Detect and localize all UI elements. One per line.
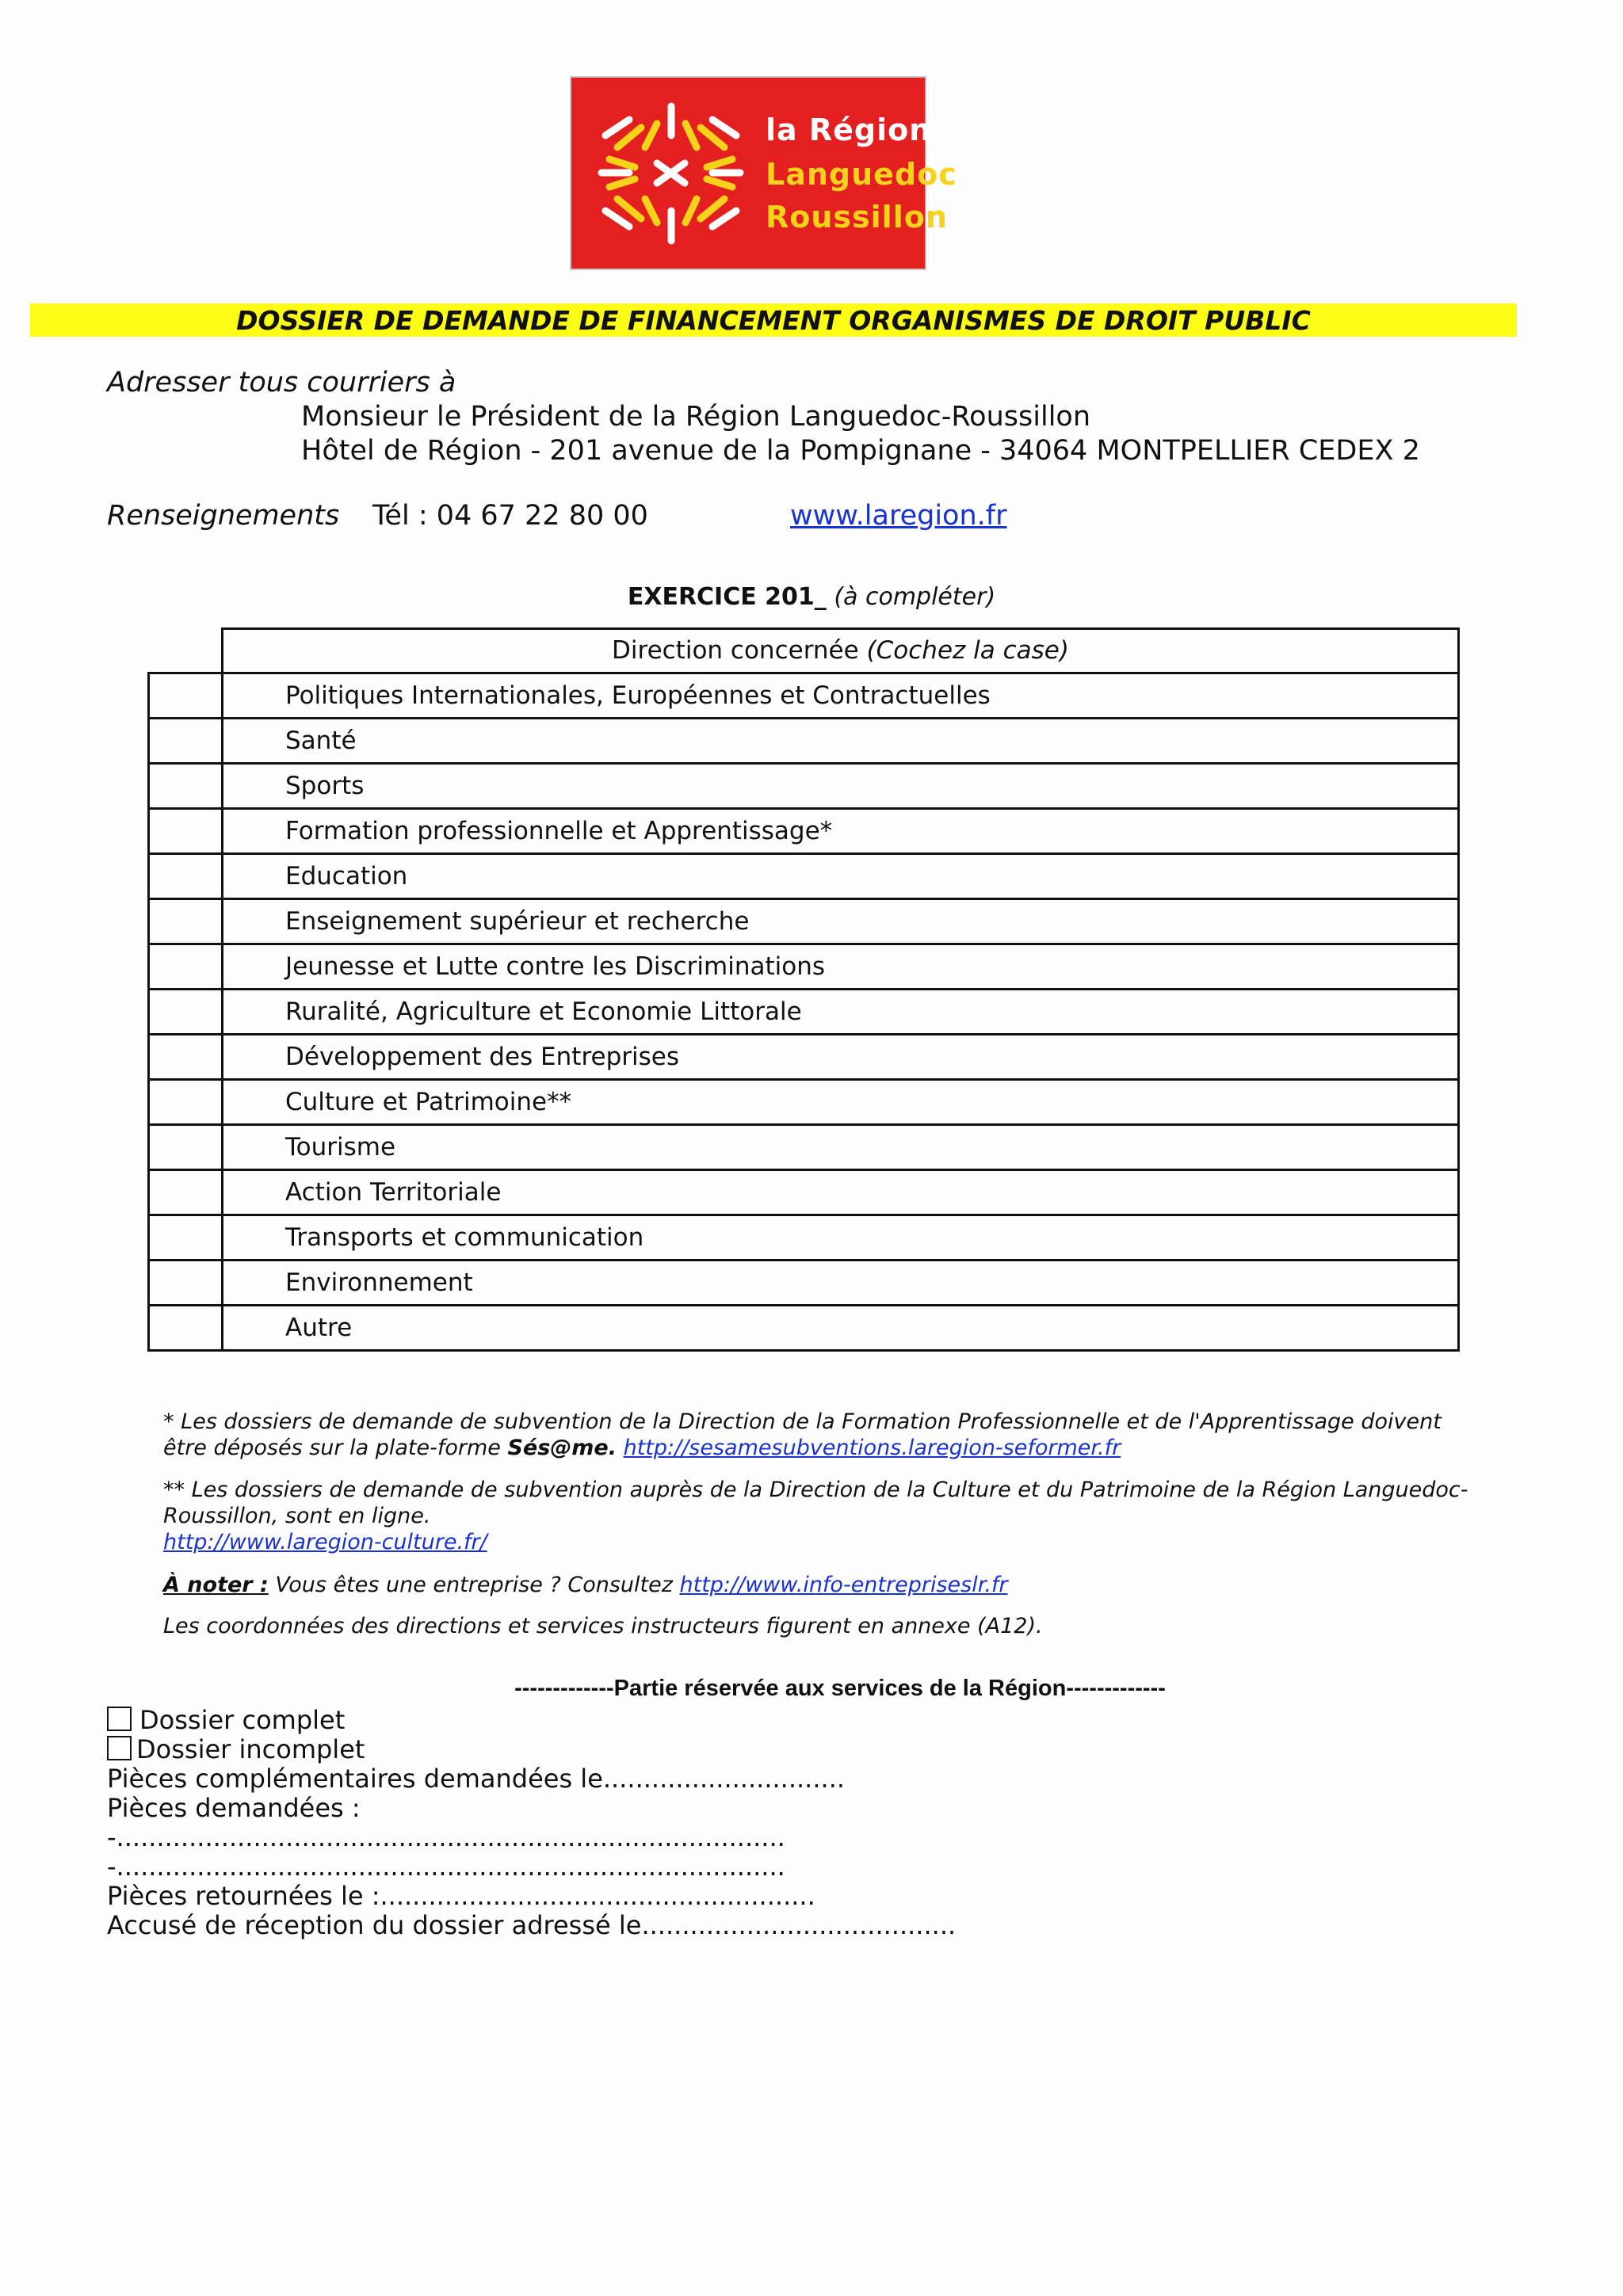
page-title: DOSSIER DE DEMANDE DE FINANCEMENT ORGANISMES DE DROIT PUBLIC <box>236 305 1311 336</box>
dossier-incomplet-checkbox[interactable] <box>107 1736 132 1760</box>
direction-checkbox-cell[interactable] <box>149 1169 223 1215</box>
table-header-hint: (Cochez la case) <box>866 636 1069 666</box>
phone-number: Tél : 04 67 22 80 00 <box>372 500 648 532</box>
direction-row <box>149 673 1459 718</box>
direction-checkbox-cell[interactable] <box>149 1305 223 1350</box>
note-culture-line1: ** Les dossiers de demande de subvention auprès de la Direction de la Culture et du Patrimoine de la Région Languedoc- <box>163 1478 1468 1502</box>
direction-label: Education <box>223 853 1459 898</box>
pieces-dash-line-2: -................................................................................... <box>107 1852 785 1882</box>
direction-label: Ruralité, Agriculture et Economie Littorale <box>223 989 1459 1034</box>
dossier-complet-label: Dossier complet <box>139 1705 346 1735</box>
direction-label: Formation professionnelle et Apprentissage* <box>223 808 1459 853</box>
header-blank-cell <box>149 629 223 673</box>
direction-row <box>149 1169 1459 1215</box>
exercice-label: EXERCICE 201_ <box>627 583 827 611</box>
direction-row <box>149 989 1459 1034</box>
pieces-dash-line-1: -................................................................................... <box>107 1822 785 1852</box>
note-annexe: Les coordonnées des directions et services instructeurs figurent en annexe (A12). <box>163 1614 1043 1638</box>
note-culture-line2: Roussillon, sont en ligne. <box>163 1504 431 1528</box>
direction-label: Enseignement supérieur et recherche <box>223 898 1459 944</box>
note-formation-line1: * Les dossiers de demande de subvention de la Direction de la Formation Professionnelle et de l'Apprentissage doivent <box>163 1409 1442 1434</box>
sun-cross-emblem-icon <box>586 92 756 254</box>
sesame-link[interactable]: http://sesamesubventions.laregion-seformer.fr <box>623 1436 1121 1460</box>
direction-checkbox-cell[interactable] <box>149 673 223 718</box>
exercice-hint: (à compléter) <box>834 583 996 611</box>
table-header-label: Direction concernée <box>612 636 859 666</box>
logo-text-roussillon: Roussillon <box>766 200 948 235</box>
address-street: Hôtel de Région - 201 avenue de la Pompignane - 34064 MONTPELLIER CEDEX 2 <box>301 435 1420 467</box>
entreprise-link[interactable]: http://www.info-entrepriseslr.fr <box>679 1573 1008 1597</box>
direction-checkbox-cell[interactable] <box>149 1034 223 1079</box>
direction-row <box>149 718 1459 763</box>
direction-row <box>149 1124 1459 1169</box>
note-formation-text: être déposés sur la plate-forme <box>163 1436 508 1460</box>
note-entreprise-text: Vous êtes une entreprise ? Consultez <box>268 1573 680 1597</box>
sesame-platform-name: Sés@me. <box>507 1436 617 1460</box>
direction-label: Développement des Entreprises <box>223 1034 1459 1079</box>
note-entreprise <box>163 1572 1510 1598</box>
address-label: Adresser tous courriers à <box>107 367 456 399</box>
direction-checkbox-cell[interactable] <box>149 1079 223 1124</box>
culture-link[interactable]: http://www.laregion-culture.fr/ <box>163 1530 487 1554</box>
table-header-row <box>149 629 1459 673</box>
region-logo <box>570 76 957 270</box>
note-formation-line2 <box>163 1435 1510 1461</box>
direction-row <box>149 1260 1459 1305</box>
note-label: À noter : <box>163 1573 269 1597</box>
direction-checkbox-cell[interactable] <box>149 763 223 808</box>
table-header <box>223 629 1459 673</box>
direction-row <box>149 1079 1459 1124</box>
direction-row <box>149 853 1459 898</box>
direction-checkbox-cell[interactable] <box>149 808 223 853</box>
direction-row <box>149 808 1459 853</box>
logo-text-languedoc: Languedoc <box>766 157 957 192</box>
direction-label: Environnement <box>223 1260 1459 1305</box>
pieces-complementaires-line: Pièces complémentaires demandées le.............................. <box>107 1764 846 1794</box>
dossier-complet-option[interactable] <box>107 1705 345 1735</box>
exercice-line <box>0 583 1623 611</box>
pieces-demandees-line: Pièces demandées : <box>107 1793 361 1823</box>
reserved-section-title: -------------Partie réservée aux services de la Région------------- <box>514 1676 1166 1701</box>
direction-checkbox-cell[interactable] <box>149 989 223 1034</box>
direction-checkbox-cell[interactable] <box>149 853 223 898</box>
direction-label: Transports et communication <box>223 1215 1459 1260</box>
note-culture <box>163 1477 1526 1555</box>
direction-label: Sports <box>223 763 1459 808</box>
logo-text-la-region: la Région <box>766 113 932 147</box>
direction-checkbox-cell[interactable] <box>149 718 223 763</box>
direction-checkbox-cell[interactable] <box>149 944 223 989</box>
direction-row <box>149 898 1459 944</box>
dossier-complet-checkbox[interactable] <box>107 1707 132 1731</box>
direction-row <box>149 1215 1459 1260</box>
pieces-retournees-line: Pièces retournées le :...................................................... <box>107 1881 815 1911</box>
direction-checkbox-cell[interactable] <box>149 1124 223 1169</box>
info-label: Renseignements <box>107 500 340 532</box>
direction-label: Politiques Internationales, Européennes et Contractuelles <box>223 673 1459 718</box>
direction-label: Santé <box>223 718 1459 763</box>
title-banner <box>30 303 1517 337</box>
direction-checkbox-cell[interactable] <box>149 898 223 944</box>
direction-row <box>149 1034 1459 1079</box>
direction-checkbox-cell[interactable] <box>149 1215 223 1260</box>
direction-label: Tourisme <box>223 1124 1459 1169</box>
note-formation <box>163 1409 1510 1461</box>
dossier-incomplet-label: Dossier incomplet <box>136 1734 365 1764</box>
accuse-reception-line: Accusé de réception du dossier adressé le....................................... <box>107 1910 957 1940</box>
direction-checkbox-cell[interactable] <box>149 1260 223 1305</box>
direction-label: Jeunesse et Lutte contre les Discriminations <box>223 944 1459 989</box>
website-link[interactable]: www.laregion.fr <box>790 500 1007 532</box>
direction-row <box>149 944 1459 989</box>
direction-row <box>149 1305 1459 1350</box>
direction-label: Action Territoriale <box>223 1169 1459 1215</box>
address-recipient: Monsieur le Président de la Région Languedoc-Roussillon <box>301 401 1091 433</box>
direction-table <box>147 627 1460 1352</box>
direction-label: Culture et Patrimoine** <box>223 1079 1459 1124</box>
direction-row <box>149 763 1459 808</box>
dossier-incomplet-option[interactable] <box>107 1734 365 1764</box>
direction-label: Autre <box>223 1305 1459 1350</box>
